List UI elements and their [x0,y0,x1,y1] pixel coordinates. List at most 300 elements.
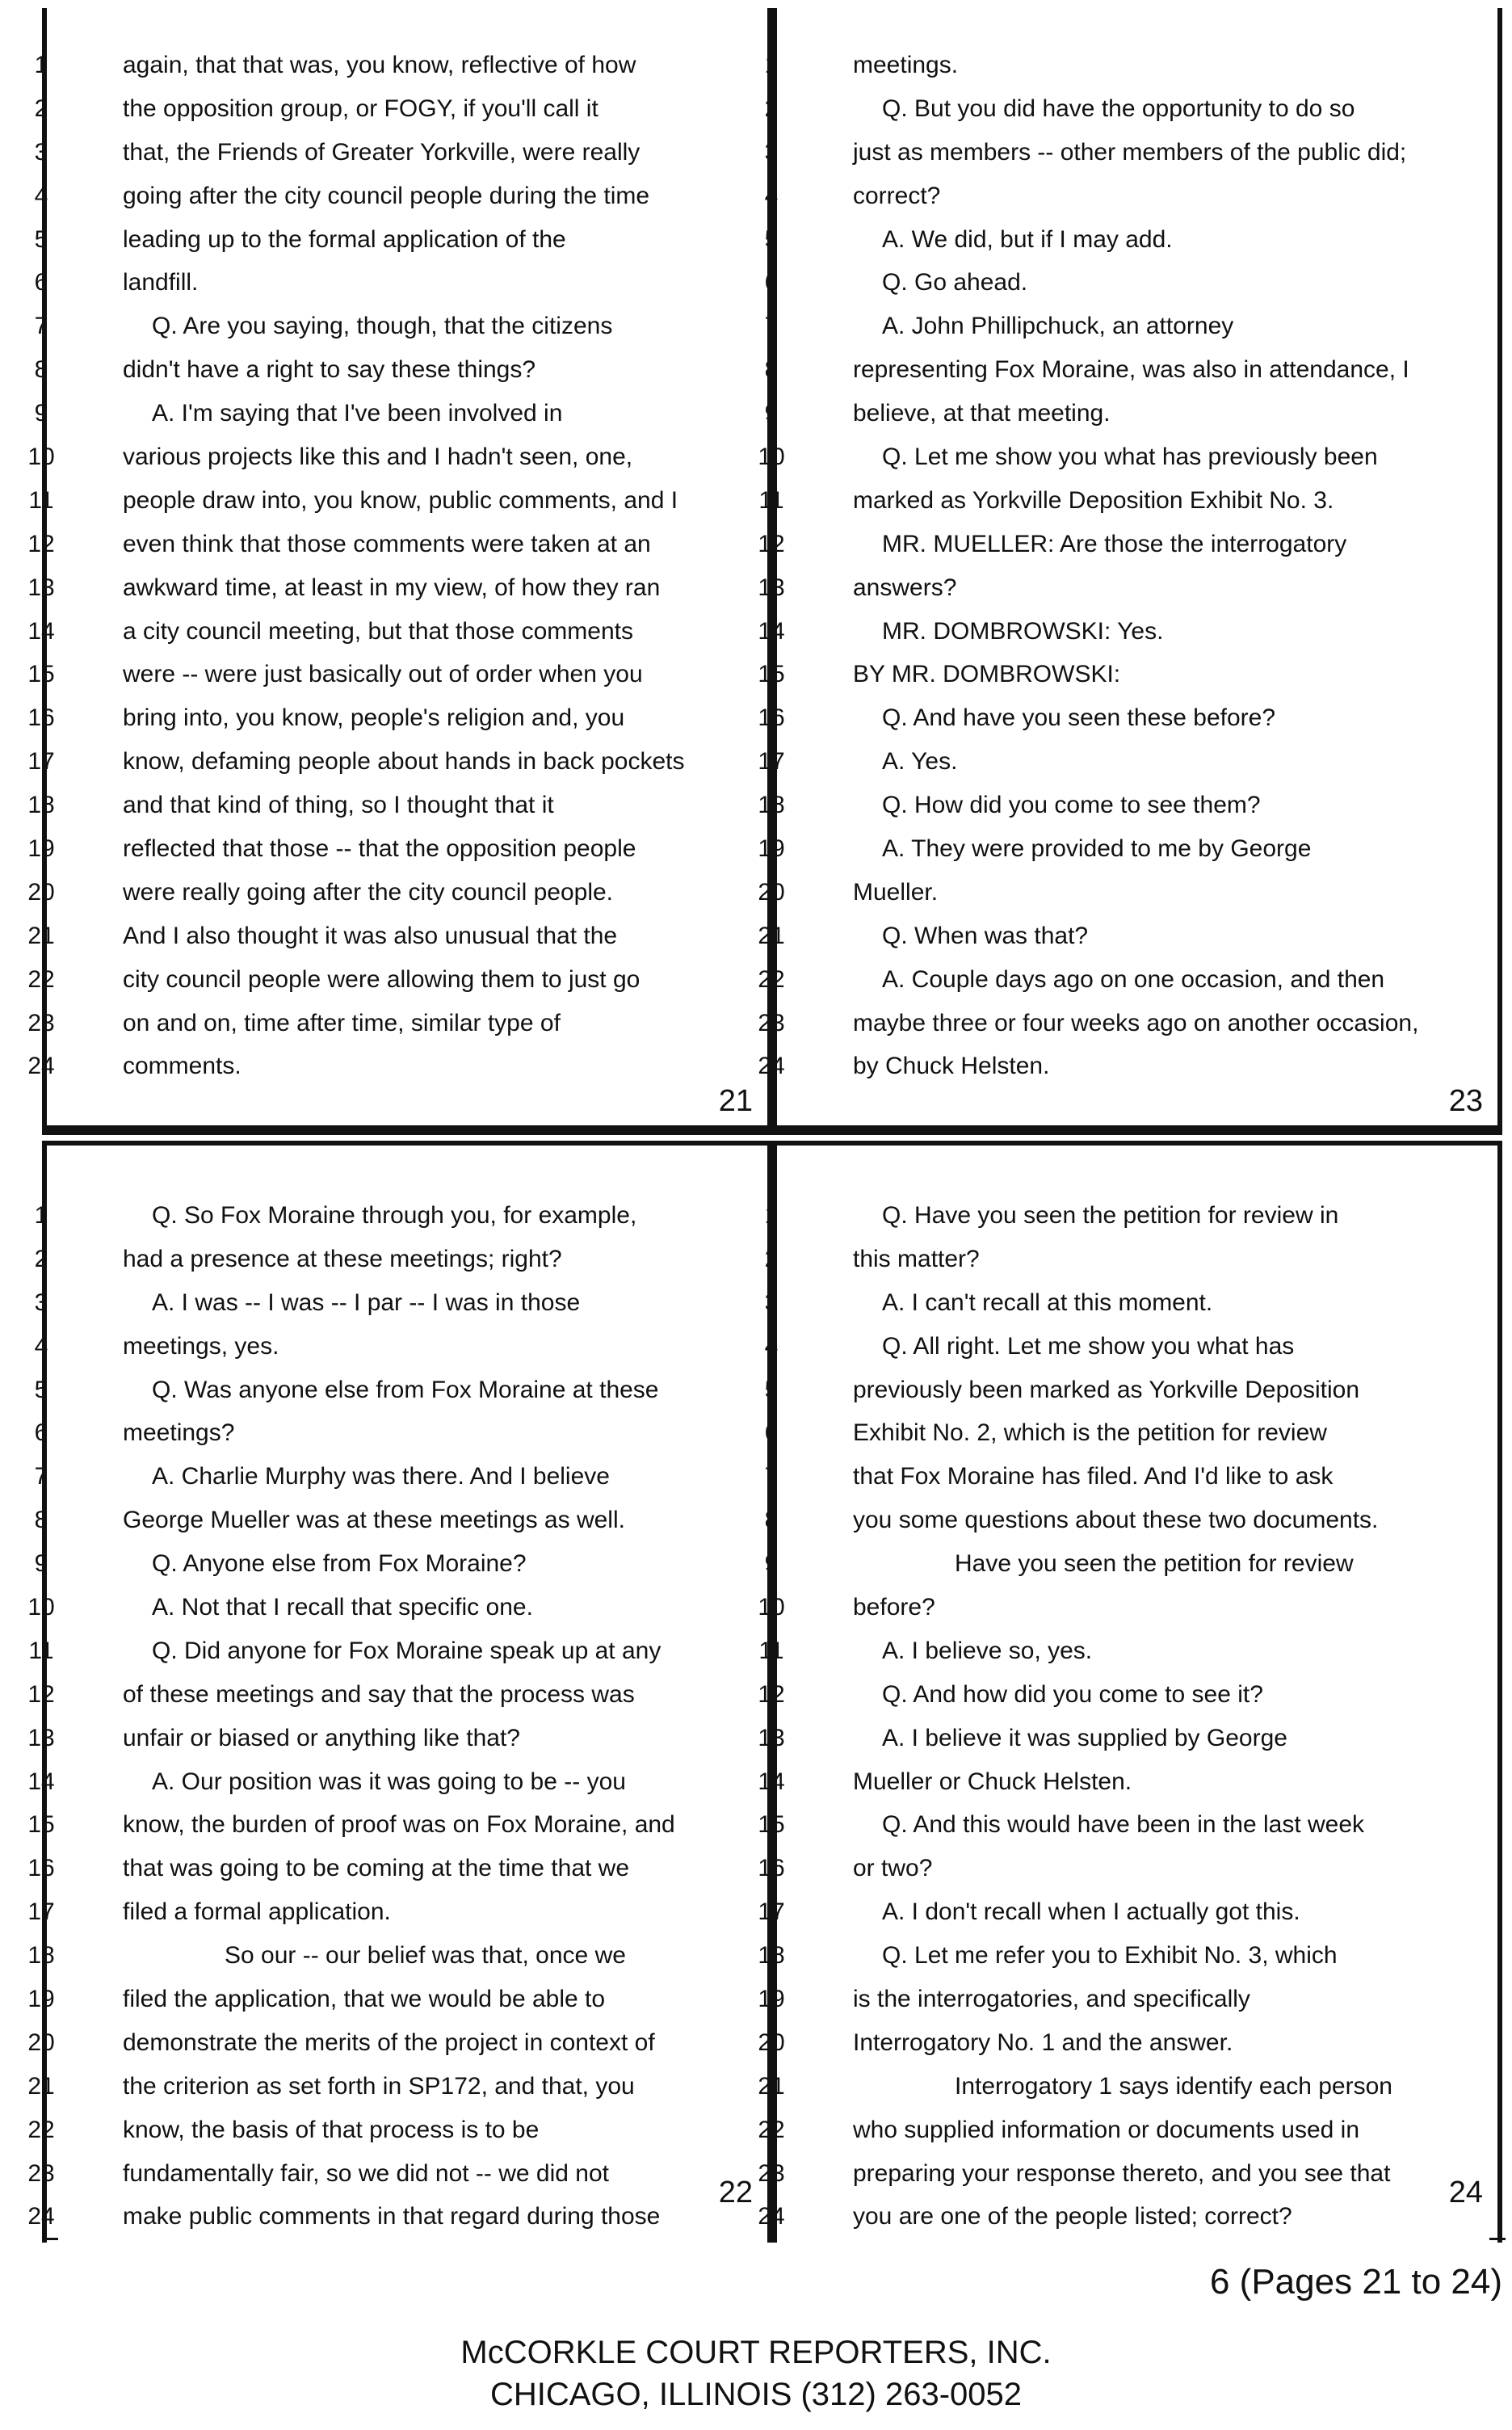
transcript-page-24 [758,1141,1502,2243]
line-text: this matter? [853,1245,980,1272]
line-number: 7 [764,1463,779,1490]
line-number: 24 [758,1053,785,1080]
transcript-line [27,2108,767,2152]
line-number: 1 [34,52,48,78]
line-text: maybe three or four weeks ago on another occasion, [853,1009,1419,1036]
transcript-line [34,1411,767,1455]
transcript-line [27,1673,767,1717]
line-number: 12 [27,530,55,557]
line-number: 20 [758,878,785,906]
line-text: A. John Phillipchuck, an attorney [882,313,1234,340]
line-text: Q. Did anyone for Fox Moraine speak up at any [152,1637,662,1664]
line-text: Q. Anyone else from Fox Moraine? [152,1550,527,1578]
line-text: leading up to the formal application of the [123,225,566,253]
transcript-line [34,1238,767,1281]
transcript-line [27,1890,767,1934]
transcript-line [27,1934,767,1978]
transcript-line [27,610,767,654]
line-number: 24 [27,1053,55,1080]
line-number: 6 [34,269,48,296]
line-number: 15 [758,661,785,688]
line-text: fundamentally fair, so we did not -- we did not [123,2159,609,2187]
corner-tick [1489,2238,1506,2240]
line-number: 22 [758,2116,785,2143]
transcript-line [758,914,1497,958]
line-number: 14 [758,617,785,645]
transcript-line [27,827,767,871]
line-number: 23 [27,2159,55,2187]
line-number: 10 [27,444,55,471]
line-text: landfill. [123,269,199,296]
transcript-line [764,1238,1497,1281]
transcript-line [758,2065,1497,2108]
line-number: 17 [27,1898,55,1926]
line-number: 14 [758,1768,785,1795]
line-number: 9 [34,400,48,427]
transcript-line [28,479,767,523]
transcript-line [27,2195,767,2239]
line-number: 15 [27,661,55,688]
transcript-line [27,653,767,696]
line-number: 18 [758,1942,785,1970]
line-number: 14 [27,1768,55,1795]
transcript-line [758,2195,1497,2239]
transcript-line [758,653,1497,696]
transcript-line [758,435,1497,479]
transcript-line [764,174,1497,218]
transcript-line [764,1281,1497,1325]
transcript-line [28,1629,767,1673]
line-number: 21 [758,2072,785,2100]
line-number: 10 [27,1594,55,1621]
line-number: 19 [758,1986,785,2013]
line-number: 16 [758,1855,785,1882]
line-number: 2 [34,1245,48,1272]
line-text: So our -- our belief was that, once we [225,1942,626,1970]
line-number: 4 [34,1332,48,1360]
line-text: Q. When was that? [882,922,1089,949]
page-number: 23 [1448,1084,1483,1118]
transcript-line [758,1847,1497,1890]
line-text: various projects like this and I hadn't seen, one, [123,444,633,471]
line-text: make public comments in that regard during those [123,2203,661,2230]
transcript-line [27,2021,767,2065]
line-text: know, the basis of that process is to be [123,2116,540,2143]
line-number: 12 [758,1680,785,1708]
line-number: 23 [758,2159,785,2187]
line-text: Q. All right. Let me show you what has [882,1332,1295,1360]
line-text: Have you seen the petition for review [955,1550,1354,1578]
line-number: 17 [758,1898,785,1926]
line-text: meetings, yes. [123,1332,279,1360]
line-number: 20 [27,2029,55,2056]
line-text: MR. DOMBROWSKI: Yes. [882,617,1164,645]
page-number: 24 [1448,2176,1483,2209]
line-text: Q. So Fox Moraine through you, for example, [152,1202,637,1229]
transcript-line [34,1194,767,1238]
transcript-line [758,1586,1497,1629]
transcript-line [764,44,1497,87]
transcript-line [764,131,1497,174]
transcript-line [758,1673,1497,1717]
transcript-line [764,1542,1497,1586]
line-text: again, that that was, you know, reflective of how [123,52,636,78]
line-number: 2 [34,95,48,122]
transcript-line [27,1847,767,1890]
line-number: 12 [27,1680,55,1708]
transcript-page-21 [27,8,772,1135]
footer-company: McCORKLE COURT REPORTERS, INC. [460,2335,1052,2370]
transcript-page-22 [27,1141,772,2243]
line-number: 21 [758,922,785,949]
line-number: 1 [34,1202,48,1229]
line-number: 13 [758,574,785,601]
line-number: 8 [764,356,779,384]
transcript-line [764,1325,1497,1368]
line-number: 1 [764,1202,779,1229]
line-text: a city council meeting, but that those comments [123,617,633,645]
transcript-line [758,1629,1497,1673]
line-number: 4 [764,182,779,209]
transcript-line [758,827,1497,871]
transcript-line [27,523,767,566]
line-text: Mueller. [853,878,939,906]
transcript-line [34,348,767,392]
line-text: just as members -- other members of the public did; [853,138,1407,166]
line-text: Q. And have you seen these before? [882,704,1276,732]
line-number: 11 [28,486,54,514]
transcript-line [764,1194,1497,1238]
line-number: 16 [27,704,55,732]
line-text: on and on, time after time, similar type of [123,1009,561,1036]
line-number: 20 [758,2029,785,2056]
line-text: Q. But you did have the opportunity to do so [882,95,1355,122]
line-number: 2 [764,95,779,122]
line-number: 18 [27,792,55,819]
line-number: 22 [27,2116,55,2143]
line-number: 20 [27,878,55,906]
line-text: A. They were provided to me by George [882,835,1312,863]
line-text: is the interrogatories, and specifically [853,1986,1250,2013]
corner-tick [42,2238,58,2240]
transcript-line [34,87,767,131]
line-text: were really going after the city council people. [123,878,614,906]
transcript-line [758,696,1497,740]
transcript-line [758,523,1497,566]
transcript-line [34,305,767,348]
line-text: unfair or biased or anything like that? [123,1724,520,1751]
page-24-lines [758,1194,1497,2239]
transcript-line [758,740,1497,784]
transcript-line [764,305,1497,348]
line-number: 12 [758,530,785,557]
line-number: 18 [27,1942,55,1970]
transcript-line [764,218,1497,262]
line-text: you some questions about these two documents. [853,1507,1379,1534]
line-text: filed a formal application. [123,1898,391,1926]
line-text: Q. Let me refer you to Exhibit No. 3, which [882,1942,1338,1970]
line-text: Interrogatory No. 1 and the answer. [853,2029,1233,2056]
transcript-line [27,914,767,958]
line-text: had a presence at these meetings; right? [123,1245,562,1272]
transcript-line [758,1002,1497,1045]
line-number: 22 [758,965,785,993]
line-text: A. I don't recall when I actually got this. [882,1898,1300,1926]
line-text: A. Couple days ago on one occasion, and then [882,965,1385,993]
transcript-line [27,871,767,914]
transcript-line [764,1411,1497,1455]
line-text: meetings. [853,52,959,78]
line-text: A. Not that I recall that specific one. [152,1594,533,1621]
line-text: A. Our position was it was going to be -- you [152,1768,626,1795]
transcript-line [27,2152,767,2196]
line-text: A. I can't recall at this moment. [882,1289,1213,1316]
transcript-page-23 [758,8,1502,1135]
line-number: 21 [27,922,55,949]
line-text: MR. MUELLER: Are those the interrogatory [882,530,1347,557]
transcript-line [758,1717,1497,1760]
line-text: comments. [123,1053,242,1080]
transcript-line [34,1455,767,1499]
line-number: 1 [764,52,779,78]
line-text: believe, at that meeting. [853,400,1111,427]
line-number: 7 [34,1463,48,1490]
line-text: that, the Friends of Greater Yorkville, were really [123,138,640,166]
page-number: 21 [718,1084,753,1118]
line-text: before? [853,1594,935,1621]
transcript-line [34,1368,767,1412]
line-text: A. I believe it was supplied by George [882,1724,1287,1751]
line-text: reflected that those -- that the opposition people [123,835,636,863]
transcript-line [34,1499,767,1542]
line-text: even think that those comments were taken at an [123,530,651,557]
line-number: 2 [764,1245,779,1272]
transcript-line [758,1045,1497,1088]
line-number: 8 [34,356,48,384]
transcript-line [27,1045,767,1088]
line-text: by Chuck Helsten. [853,1053,1050,1080]
transcript-line [764,348,1497,392]
transcript-line [764,1499,1497,1542]
transcript-line [758,958,1497,1002]
line-text: who supplied information or documents used in [853,2116,1360,2143]
line-number: 16 [27,1855,55,1882]
line-number: 15 [758,1811,785,1839]
transcript-line [27,740,767,784]
transcript-line [758,871,1497,914]
line-number: 14 [27,617,55,645]
line-number: 9 [764,400,779,427]
line-number: 19 [27,1986,55,2013]
line-number: 19 [27,835,55,863]
line-text: marked as Yorkville Deposition Exhibit No. 3. [853,486,1334,514]
line-number: 13 [758,1724,785,1751]
transcript-line [758,2108,1497,2152]
line-number: 21 [27,2072,55,2100]
page-number: 22 [718,2176,753,2209]
line-number: 23 [27,1009,55,1036]
line-number: 3 [34,1289,48,1316]
line-text: people draw into, you know, public comments, and I [123,486,678,514]
page-21-lines [27,44,767,1088]
line-text: demonstrate the merits of the project in context of [123,2029,655,2056]
line-text: And I also thought it was also unusual that the [123,922,618,949]
line-text: the opposition group, or FOGY, if you'll call it [123,95,598,122]
line-number: 8 [764,1507,779,1534]
line-number: 16 [758,704,785,732]
line-number: 7 [764,313,779,340]
line-number: 3 [34,138,48,166]
transcript-line [764,261,1497,305]
transcript-line [27,1717,767,1760]
line-text: Q. And how did you come to see it? [882,1680,1263,1708]
line-number: 9 [34,1550,48,1578]
transcript-line [27,1586,767,1629]
line-text: awkward time, at least in my view, of how they ran [123,574,661,601]
line-text: Interrogatory 1 says identify each person [955,2072,1392,2100]
line-number: 19 [758,835,785,863]
line-number: 7 [34,313,48,340]
transcript-line [27,1002,767,1045]
transcript-line [758,1803,1497,1847]
line-text: bring into, you know, people's religion and, you [123,704,625,732]
pages-range-label: 6 (Pages 21 to 24) [1209,2262,1502,2302]
transcript-line [27,1803,767,1847]
line-text: Q. How did you come to see them? [882,792,1261,819]
line-text: George Mueller was at these meetings as well. [123,1507,625,1534]
transcript-line [758,1760,1497,1804]
transcript-line [758,610,1497,654]
transcript-line [758,479,1497,523]
line-text: Q. Was anyone else from Fox Moraine at these [152,1376,659,1403]
line-number: 8 [34,1507,48,1534]
page-23-lines [758,44,1497,1088]
transcript-line [764,1368,1497,1412]
line-number: 17 [27,748,55,776]
line-text: Q. Are you saying, though, that the citizens [152,313,613,340]
line-number: 24 [27,2203,55,2230]
line-text: preparing your response thereto, and you see that [853,2159,1391,2187]
line-text: know, defaming people about hands in back pockets [123,748,685,776]
line-text: A. I was -- I was -- I par -- I was in those [152,1289,581,1316]
line-number: 11 [28,1637,54,1664]
footer-location-phone: CHICAGO, ILLINOIS (312) 263-0052 [489,2377,1023,2412]
transcript-line [758,566,1497,610]
line-number: 5 [764,225,779,253]
line-text: know, the burden of proof was on Fox Moraine, and [123,1811,675,1839]
transcript-line [34,218,767,262]
line-text: A. I believe so, yes. [882,1637,1093,1664]
transcript-line [764,1455,1497,1499]
line-number: 6 [764,1419,779,1447]
line-text: Exhibit No. 2, which is the petition for review [853,1419,1327,1447]
line-text: representing Fox Moraine, was also in attendance, I [853,356,1409,384]
line-text: Mueller or Chuck Helsten. [853,1768,1132,1795]
line-number: 11 [758,1637,784,1664]
transcript-line [27,2065,767,2108]
transcript-line [34,131,767,174]
line-text: previously been marked as Yorkville Deposition [853,1376,1360,1403]
line-text: Q. Go ahead. [882,269,1028,296]
transcript-line [27,566,767,610]
line-number: 5 [34,225,48,253]
line-text: going after the city council people during the time [123,182,650,209]
reporter-footer [0,2331,1512,2415]
line-text: answers? [853,574,957,601]
line-text: and that kind of thing, so I thought that it [123,792,554,819]
line-text: BY MR. DOMBROWSKI: [853,661,1121,688]
line-text: meetings? [123,1419,235,1447]
line-number: 4 [764,1332,779,1360]
transcript-line [27,435,767,479]
line-number: 4 [34,182,48,209]
line-text: Q. Have you seen the petition for review in [882,1202,1339,1229]
line-text: Q. And this would have been in the last week [882,1811,1365,1839]
line-number: 9 [764,1550,779,1578]
line-number: 24 [758,2203,785,2230]
line-text: A. Yes. [882,748,958,776]
line-text: A. I'm saying that I've been involved in [152,400,563,427]
transcript-line [34,174,767,218]
transcript-line [758,2021,1497,2065]
line-text: of these meetings and say that the process was [123,1680,635,1708]
line-text: you are one of the people listed; correct? [853,2203,1292,2230]
transcript-line [27,1760,767,1804]
line-text: A. Charlie Murphy was there. And I believe [152,1463,610,1490]
line-text: A. We did, but if I may add. [882,225,1173,253]
line-number: 6 [764,269,779,296]
line-number: 3 [764,1289,779,1316]
transcript-line [34,1542,767,1586]
line-text: that Fox Moraine has filed. And I'd like to ask [853,1463,1334,1490]
line-text: that was going to be coming at the time that we [123,1855,630,1882]
transcript-line [758,1890,1497,1934]
transcript-line [758,2152,1497,2196]
line-number: 22 [27,965,55,993]
line-number: 13 [27,1724,55,1751]
line-number: 15 [27,1811,55,1839]
transcript-line [34,1325,767,1368]
transcript-line [34,44,767,87]
transcript-line [34,261,767,305]
transcript-line [34,392,767,435]
transcript-line [27,958,767,1002]
line-text: correct? [853,182,941,209]
line-number: 10 [758,444,785,471]
line-number: 6 [34,1419,48,1447]
line-text: city council people were allowing them to just go [123,965,640,993]
line-number: 23 [758,1009,785,1036]
line-number: 17 [758,748,785,776]
transcript-line [764,392,1497,435]
line-number: 11 [758,486,784,514]
line-number: 5 [764,1376,779,1403]
page-22-lines [27,1194,767,2239]
line-number: 10 [758,1594,785,1621]
line-text: were -- were just basically out of order when you [123,661,643,688]
transcript-line [27,696,767,740]
line-number: 3 [764,138,779,166]
transcript-line [758,784,1497,827]
line-text: Q. Let me show you what has previously been [882,444,1378,471]
line-number: 18 [758,792,785,819]
line-text: filed the application, that we would be able to [123,1986,606,2013]
line-text: or two? [853,1855,933,1882]
line-text: the criterion as set forth in SP172, and that, you [123,2072,635,2100]
transcript-line [764,87,1497,131]
transcript-line [34,1281,767,1325]
transcript-line [27,784,767,827]
